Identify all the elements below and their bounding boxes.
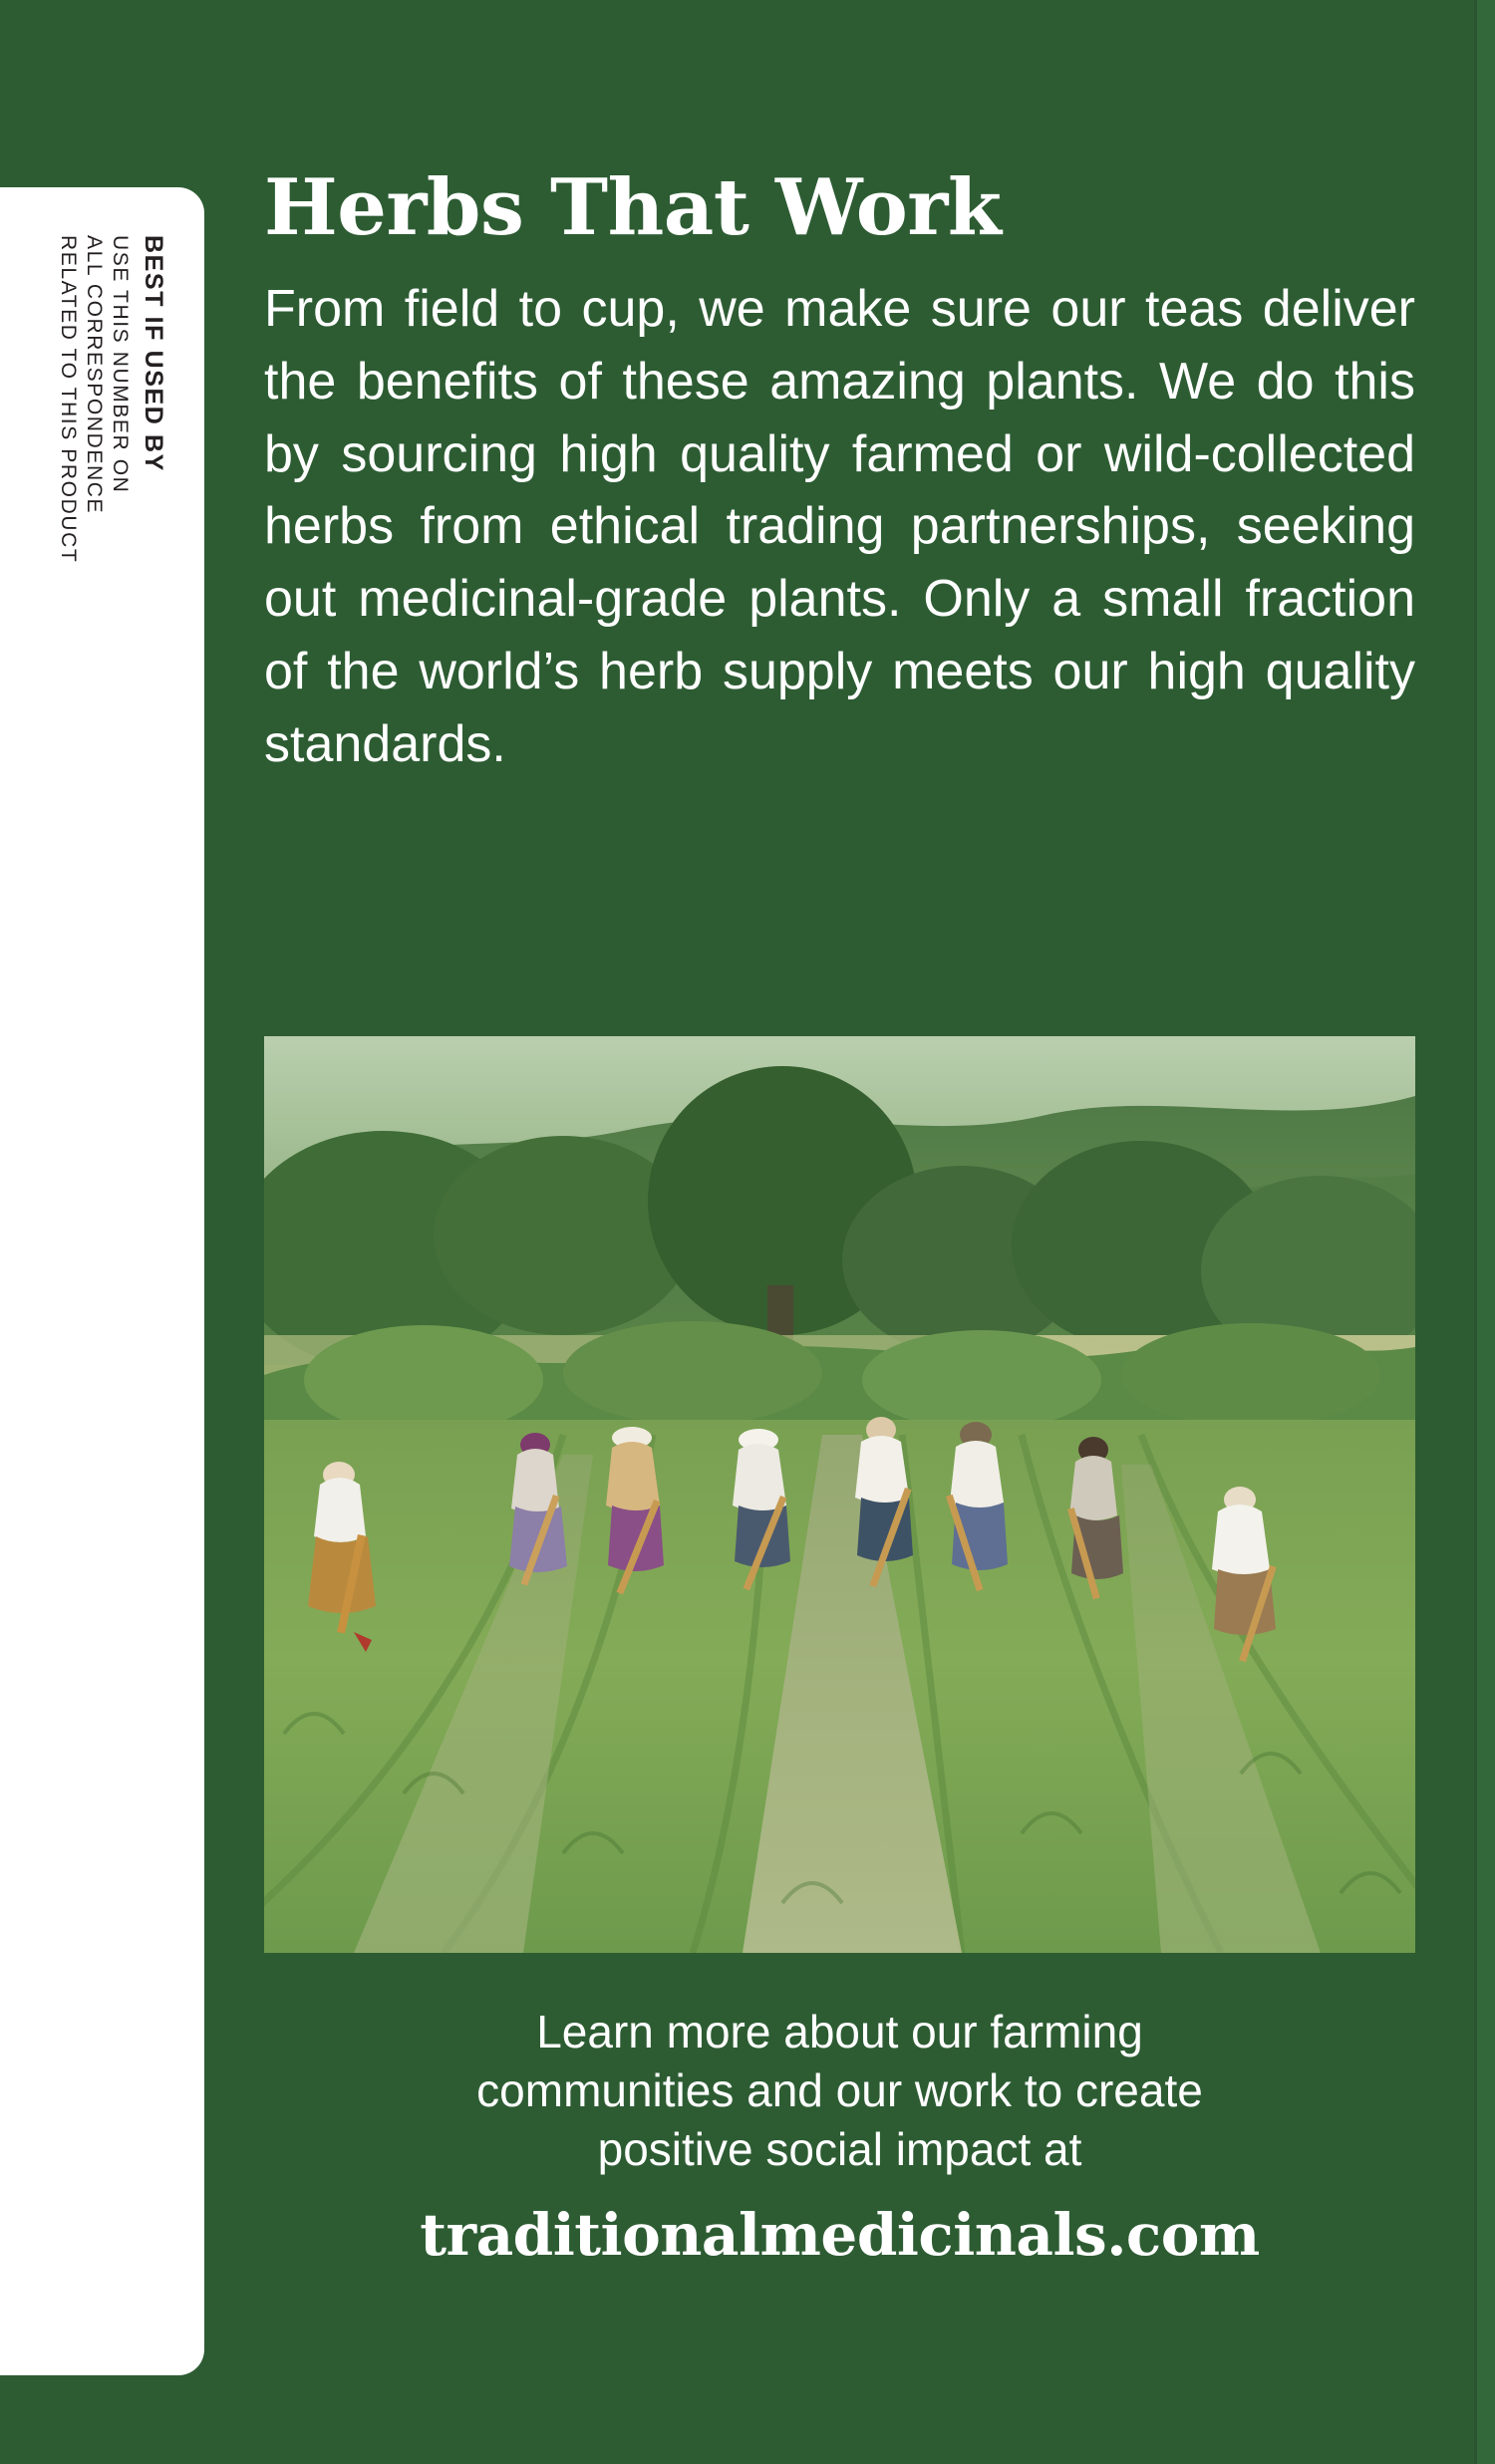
best-if-used-by-tab — [0, 187, 204, 2375]
related-to-product-label: RELATED TO THIS PRODUCT — [57, 235, 80, 564]
farm-photo-illustration — [264, 1036, 1415, 1953]
footer-line-2: communities and our work to create — [476, 2063, 1203, 2116]
all-correspondence-label: ALL CORRESPONDENCE — [83, 235, 106, 515]
best-if-used-by-tab-text — [0, 187, 204, 2375]
footer-line-3: positive social impact at — [597, 2122, 1082, 2175]
website-url[interactable]: traditionalmedicinals.com — [420, 2200, 1260, 2269]
footer-block — [264, 2003, 1415, 2269]
footer-line-1: Learn more about our farming — [536, 2006, 1143, 2057]
best-if-used-by-label: BEST IF USED BY — [140, 235, 167, 472]
main-content — [264, 162, 1415, 781]
panel-fold-strip — [1477, 0, 1495, 2464]
use-this-number-label: USE THIS NUMBER ON — [109, 235, 132, 494]
page-title: Herbs That Work — [264, 162, 1002, 253]
farm-photo — [264, 1036, 1415, 1953]
body-paragraph: From field to cup, we make sure our teas deliver the benefits of these amazing plants. We do this by sourcing high quality farmed or wild-collected herbs from ethical trading partnerships, seeking out medicinal-grade plants. Only a small fraction of the world’s herb supply meets our high quality standards. — [264, 280, 1415, 773]
